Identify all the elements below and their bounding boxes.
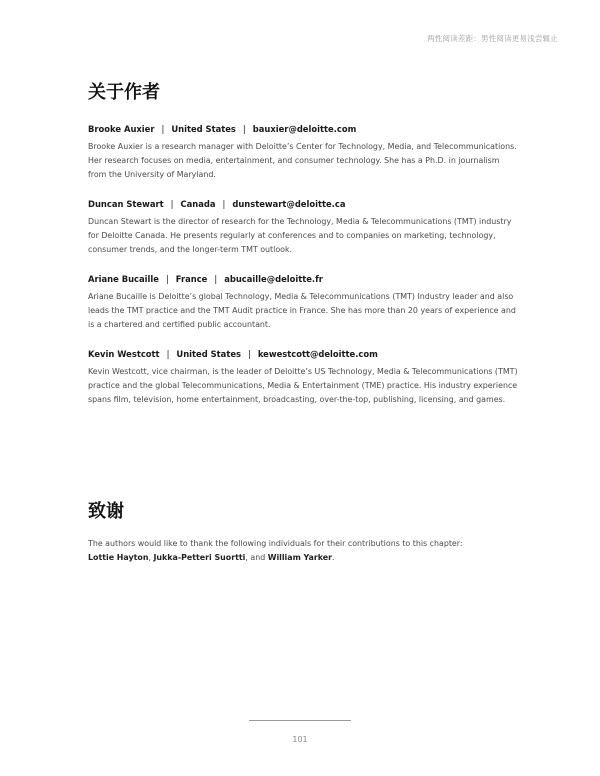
- text-joiner: ,: [148, 553, 154, 562]
- contributor-name: Lottie Hayton: [88, 553, 149, 562]
- acknowledgments-text: [88, 537, 518, 565]
- separator: |: [248, 349, 251, 359]
- author-heading: [88, 349, 518, 359]
- contributor-name: Jukka-Petteri Suortti: [153, 553, 246, 562]
- author-bio: Brooke Auxier is a research manager with Deloitte’s Center for Technology, Media, and Telecommunications. Her research focuses on media, entertainment, and consumer technology. She has a Ph.D. in journalism from the University of Maryland.: [88, 142, 517, 179]
- footer-divider: [249, 720, 351, 721]
- author-entry: [88, 349, 518, 407]
- author-list: [88, 124, 518, 424]
- acknowledgments: [88, 537, 518, 565]
- author-name: Ariane Bucaille: [88, 274, 159, 284]
- separator: |: [242, 124, 246, 134]
- author-name: Brooke Auxier: [88, 124, 155, 134]
- author-entry: [88, 199, 518, 257]
- author-country: Canada: [180, 199, 216, 209]
- author-email: bauxier@deloitte.com: [252, 124, 357, 134]
- author-name: Duncan Stewart: [88, 199, 164, 209]
- author-email: dunstewart@deloitte.ca: [232, 199, 346, 209]
- text-joiner: .: [332, 553, 335, 562]
- acknowledgments-title: 致谢: [88, 501, 124, 522]
- separator: |: [166, 349, 170, 359]
- about-authors-title: 关于作者: [88, 82, 160, 103]
- author-email: abucaille@deloitte.fr: [224, 274, 323, 284]
- author-bio: Ariane Bucaille is Deloitte’s global Technology, Media & Telecommunications (TMT) Industry leader and also leads the TMT practice and the TMT Audit practice in France. She has more than 20 years of experience and is a chartered and certified public accountant.: [88, 292, 516, 329]
- author-bio: Kevin Westcott, vice chairman, is the leader of Deloitte’s US Technology, Media & Telecommunications (TMT) practice and the global Telecommunications, Media & Entertainment (TME) practice. His industry experience spans film, television, home entertainment, broadcasting, over-the-top, publishing, licensing, and games.: [88, 367, 518, 404]
- author-entry: [88, 124, 518, 182]
- contributor-name: William Yarker: [267, 553, 333, 562]
- acknowledgments-intro: The authors would like to thank the following individuals for their contributions to this chapter:: [88, 539, 463, 548]
- separator: |: [170, 199, 174, 209]
- running-head: 两性阅读差距：男性阅读更易浅尝辄止: [427, 34, 558, 43]
- separator: |: [161, 124, 165, 134]
- author-email: kewestcott@deloitte.com: [257, 349, 378, 359]
- author-bio: Duncan Stewart is the director of research for the Technology, Media & Telecommunications (TMT) industry for Deloitte Canada. He presents regularly at conferences and to companies on marketing, technology, consumer trends, and the longer-term TMT outlook.: [88, 217, 512, 254]
- author-country: France: [175, 274, 208, 284]
- author-country: United States: [171, 124, 236, 134]
- author-entry: [88, 274, 518, 332]
- author-heading: [88, 199, 518, 209]
- author-country: United States: [176, 349, 241, 359]
- author-heading: [88, 274, 518, 284]
- author-name: Kevin Westcott: [88, 349, 160, 359]
- page-number: 101: [292, 735, 308, 744]
- separator: |: [165, 274, 169, 284]
- separator: |: [222, 199, 226, 209]
- separator: |: [214, 274, 218, 284]
- author-heading: [88, 124, 518, 134]
- text-joiner: , and: [245, 553, 268, 562]
